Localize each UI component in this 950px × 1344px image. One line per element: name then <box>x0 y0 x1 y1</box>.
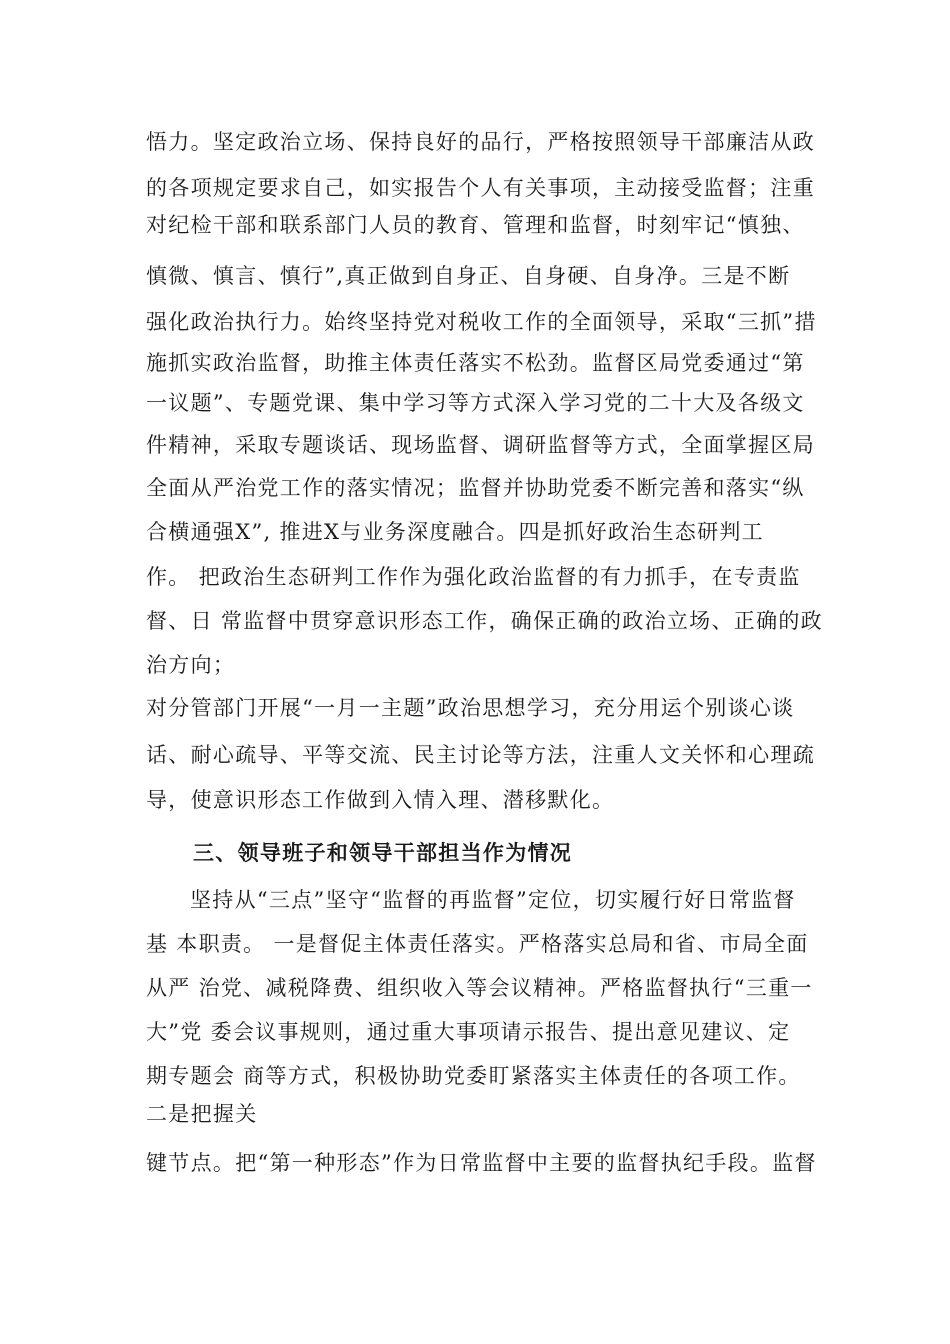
text-line: 施抓实政治监督，助推主体责任落实不松劲。监督区局党委通过“第 <box>146 351 805 375</box>
text-line: 件精神，采取专题谈话、现场监督、调研监督等方式，全面掌握区局 <box>146 433 815 457</box>
text-line: 全面从严治党工作的落实情况；监督并协助党委不断完善和落实“纵 <box>146 476 805 500</box>
text-line: 键节点。把“第一种形态”作为日常监督中主要的监督执纪手段。监督 <box>146 1151 817 1175</box>
text-line: 对纪检干部和联系部门人员的教育、管理和监督，时刻牢记“慎独、 <box>146 213 805 237</box>
text-line: 从严 治党、减税降费、组织收入等会议精神。严格监督执行“三重一 <box>146 976 813 1000</box>
text-line: 合横通强X”, 推进X与业务深度融合。四是抓好政治生态研判工 <box>146 520 764 544</box>
text-line: 大”党 委会议事规则，通过重大事项请示报告、提出意见建议、定 <box>146 1020 791 1044</box>
text-line: 作。 把政治生态研判工作作为强化政治监督的有力抓手，在专责监 <box>146 565 801 589</box>
text-line: 导，使意识形态工作做到入情入理、潜移默化。 <box>146 788 615 812</box>
text-line: 坚持从“三点”坚守“监督的再监督”定位，切实履行好日常监督 <box>190 888 796 912</box>
text-line: 强化政治执行力。始终坚持党对税收工作的全面领导，采取“三抓”措 <box>146 310 817 334</box>
text-line: 慎微、慎言、慎行”,真正做到自身正、自身硬、自身净。三是不断 <box>146 264 791 288</box>
text-line: 基 本职责。 一是督促主体责任落实。严格落实总局和省、市局全面 <box>146 932 809 956</box>
text-line: 期专题会 商等方式，积极协助党委盯紧落实主体责任的各项工作。 <box>146 1064 801 1088</box>
text-line: 悟力。坚定政治立场、保持良好的品行，严格按照领导干部廉洁从政 <box>146 130 815 154</box>
section-heading: 三、领导班子和领导干部担当作为情况 <box>193 840 573 865</box>
text-line: 的各项规定要求自己，如实报告个人有关事项，主动接受监督；注重 <box>146 176 815 200</box>
text-line: 对分管部门开展“一月一主题”政治思想学习，充分用运个别谈心谈 <box>146 696 795 720</box>
text-line: 二是把握关 <box>146 1102 258 1126</box>
text-line: 督、日 常监督中贯穿意识形态工作，确保正确的政治立场、正确的政 <box>146 609 823 633</box>
text-line: 话、耐心疏导、平等交流、民主讨论等方法，注重人文关怀和心理疏 <box>146 743 815 767</box>
text-line: 一议题”、专题党课、集中学习等方式深入学习党的二十大及各级文 <box>146 391 805 415</box>
text-line: 治方向； <box>146 653 236 677</box>
